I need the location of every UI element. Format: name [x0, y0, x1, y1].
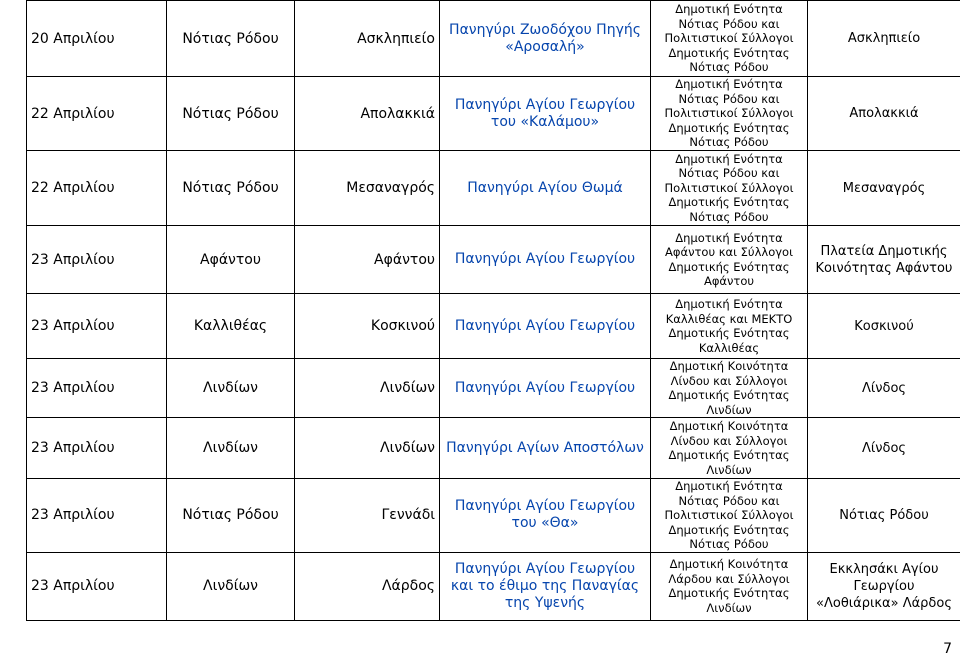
event-link[interactable]: Πανηγύρι Αγίου Γεωργίου του «Καλάμου» — [440, 77, 651, 151]
event-link[interactable]: Πανηγύρι Αγίου Γεωργίου και το έθιμο της Παναγίας της Υψενής — [440, 552, 651, 620]
community-cell: Γεννάδι — [295, 479, 440, 553]
location-cell: Κοσκινού — [808, 294, 960, 359]
page-number: 7 — [943, 641, 952, 657]
organizer-cell: Δημοτική Κοινότητα Λίνδου και Σύλλογοι Δημοτικής Ενότητας Λινδίων — [651, 418, 808, 479]
events-table — [26, 0, 960, 621]
date-cell: 20 Απριλίου — [27, 1, 167, 77]
organizer-cell: Δημοτική Ενότητα Νότιας Ρόδου και Πολιτιστικοί Σύλλογοι Δημοτικής Ενότητας Νότιας Ρόδου — [651, 1, 808, 77]
date-cell: 23 Απριλίου — [27, 418, 167, 479]
municipality-cell: Καλλιθέας — [167, 294, 295, 359]
community-cell: Απολακκιά — [295, 77, 440, 151]
municipality-cell: Λινδίων — [167, 552, 295, 620]
location-cell: Εκκλησάκι Αγίου Γεωργίου «Λοθιάρικα» Λάρδος — [808, 552, 960, 620]
municipality-cell: Νότιας Ρόδου — [167, 151, 295, 226]
community-cell: Κοσκινού — [295, 294, 440, 359]
event-link[interactable]: Πανηγύρι Αγίου Γεωργίου — [440, 294, 651, 359]
table-row — [27, 151, 960, 226]
community-cell: Αφάντου — [295, 226, 440, 294]
municipality-cell: Αφάντου — [167, 226, 295, 294]
date-cell: 22 Απριλίου — [27, 77, 167, 151]
municipality-cell: Λινδίων — [167, 359, 295, 418]
table-row — [27, 77, 960, 151]
event-link[interactable]: Πανηγύρι Αγίων Αποστόλων — [440, 418, 651, 479]
community-cell: Λινδίων — [295, 418, 440, 479]
location-cell: Λίνδος — [808, 418, 960, 479]
organizer-cell: Δημοτική Ενότητα Νότιας Ρόδου και Πολιτιστικοί Σύλλογοι Δημοτικής Ενότητας Νότιας Ρόδου — [651, 151, 808, 226]
community-cell: Λινδίων — [295, 359, 440, 418]
table-row — [27, 1, 960, 77]
date-cell: 23 Απριλίου — [27, 294, 167, 359]
date-cell: 23 Απριλίου — [27, 552, 167, 620]
table-row — [27, 552, 960, 620]
location-cell: Ασκληπιείο — [808, 1, 960, 77]
community-cell: Λάρδος — [295, 552, 440, 620]
location-cell: Πλατεία Δημοτικής Κοινότητας Αφάντου — [808, 226, 960, 294]
municipality-cell: Νότιας Ρόδου — [167, 77, 295, 151]
community-cell: Μεσαναγρός — [295, 151, 440, 226]
organizer-cell: Δημοτική Ενότητα Καλλιθέας και ΜΕΚΤΟ Δημοτικής Ενότητας Καλλιθέας — [651, 294, 808, 359]
table-row — [27, 479, 960, 553]
organizer-cell: Δημοτική Ενότητα Νότιας Ρόδου και Πολιτιστικοί Σύλλογοι Δημοτικής Ενότητας Νότιας Ρόδου — [651, 479, 808, 553]
location-cell: Απολακκιά — [808, 77, 960, 151]
events-table-body — [27, 1, 960, 621]
organizer-cell: Δημοτική Κοινότητα Λάρδου και Σύλλογοι Δημοτικής Ενότητας Λινδίων — [651, 552, 808, 620]
organizer-cell: Δημοτική Ενότητα Νότιας Ρόδου και Πολιτιστικοί Σύλλογοι Δημοτικής Ενότητας Νότιας Ρόδου — [651, 77, 808, 151]
location-cell: Νότιας Ρόδου — [808, 479, 960, 553]
community-cell: Ασκληπιείο — [295, 1, 440, 77]
event-link[interactable]: Πανηγύρι Αγίου Γεωργίου του «Θα» — [440, 479, 651, 553]
municipality-cell: Λινδίων — [167, 418, 295, 479]
date-cell: 23 Απριλίου — [27, 479, 167, 553]
table-row — [27, 359, 960, 418]
event-link[interactable]: Πανηγύρι Αγίου Γεωργίου — [440, 359, 651, 418]
organizer-cell: Δημοτική Κοινότητα Λίνδου και Σύλλογοι Δημοτικής Ενότητας Λινδίων — [651, 359, 808, 418]
date-cell: 22 Απριλίου — [27, 151, 167, 226]
event-link[interactable]: Πανηγύρι Αγίου Θωμά — [440, 151, 651, 226]
event-link[interactable]: Πανηγύρι Ζωοδόχου Πηγής «Αροσαλή» — [440, 1, 651, 77]
location-cell: Μεσαναγρός — [808, 151, 960, 226]
municipality-cell: Νότιας Ρόδου — [167, 1, 295, 77]
location-cell: Λίνδος — [808, 359, 960, 418]
table-row — [27, 226, 960, 294]
municipality-cell: Νότιας Ρόδου — [167, 479, 295, 553]
event-link[interactable]: Πανηγύρι Αγίου Γεωργίου — [440, 226, 651, 294]
date-cell: 23 Απριλίου — [27, 359, 167, 418]
table-row — [27, 418, 960, 479]
organizer-cell: Δημοτική Ενότητα Αφάντου και Σύλλογοι Δημοτικής Ενότητας Αφάντου — [651, 226, 808, 294]
table-row — [27, 294, 960, 359]
date-cell: 23 Απριλίου — [27, 226, 167, 294]
